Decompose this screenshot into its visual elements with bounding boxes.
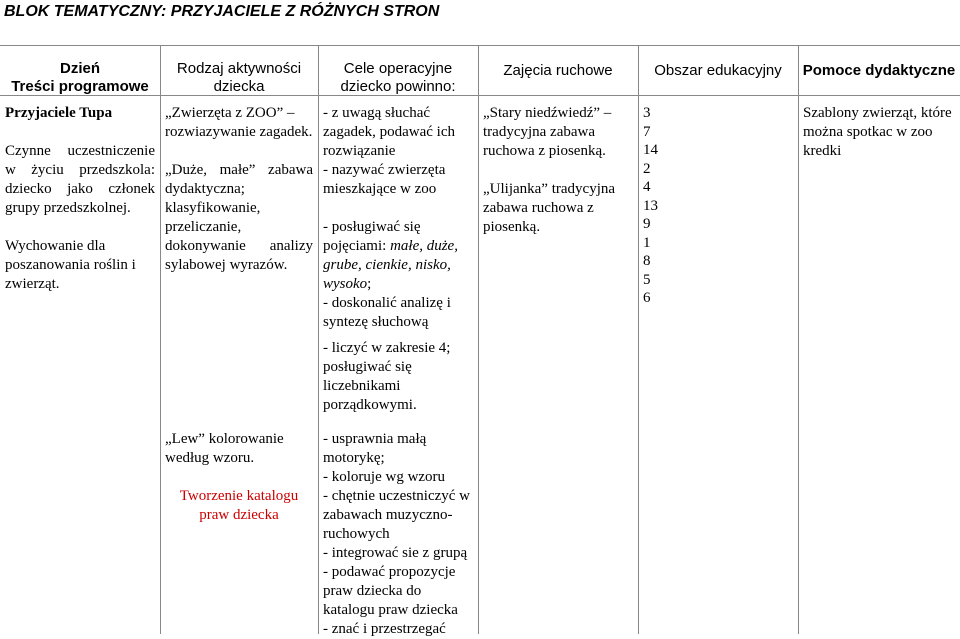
goal-item: - nazywać zwierzęta mieszkające w zoo — [323, 162, 446, 197]
header-goals-line1: Cele operacyjne — [343, 60, 453, 77]
col-aids — [803, 104, 957, 161]
column-divider — [638, 45, 639, 634]
header-aids-label: Pomoce dydaktyczne — [802, 62, 956, 79]
header-content: Treści programowe — [11, 78, 149, 95]
aid-item: kredki — [803, 143, 842, 159]
header-goals — [318, 60, 478, 96]
area-number: 8 — [643, 253, 651, 269]
goal-item: - znać i przestrzegać — [323, 621, 446, 637]
area-number: 9 — [643, 216, 651, 232]
activity-item: „Zwierzęta z ZOO” – rozwiazywanie zagadek. — [165, 105, 313, 140]
col-goals — [323, 104, 475, 332]
col-goals-lower — [323, 430, 475, 639]
goal-item: - chętnie uczestniczyć w zabawach muzyczno-ruchowych — [323, 488, 471, 542]
area-number: 2 — [643, 160, 651, 177]
header-activity-line1: Rodzaj aktywności — [176, 60, 302, 77]
page-title: BLOK TEMATYCZNY: PRZYJACIELE Z RÓŻNYCH STRON — [4, 3, 440, 20]
col-goals-middle — [323, 339, 475, 415]
header-goals-line2: dziecko powinno: — [340, 78, 456, 95]
goal-text: - posługiwać się pojęciami: — [323, 219, 421, 254]
area-number: 14 — [643, 142, 658, 158]
header-area-label: Obszar edukacyjny — [654, 62, 782, 79]
column-divider — [798, 45, 799, 634]
activity-item: „Duże, małe” zabawa dydaktyczna; klasyfikowanie, przeliczanie, dokonywanie analizy sylabowej wyrazów. — [165, 162, 313, 273]
column-divider — [318, 45, 319, 634]
col-activity — [165, 104, 313, 275]
header-aids — [798, 62, 960, 80]
header-area — [638, 62, 798, 80]
area-number: 7 — [643, 123, 651, 140]
col-movement — [483, 104, 633, 237]
goal-item: - liczyć w zakresie 4; posługiwać się liczebnikami porządkowymi. — [323, 340, 451, 413]
area-number: 4 — [643, 179, 651, 195]
header-day-content — [0, 60, 160, 96]
movement-item: „Stary niedźwiedź” – tradycyjna zabawa ruchowa z piosenką. — [483, 105, 612, 159]
aid-item: Szablony zwierząt, które można spotkac w zoo — [803, 105, 952, 140]
col-activity-lower — [165, 430, 313, 525]
area-number: 13 — [643, 197, 658, 214]
header-activity-line2: dziecka — [213, 78, 265, 95]
goal-item: - podawać propozycje praw dziecka do katalogu praw dziecka — [323, 564, 458, 618]
goal-item — [323, 218, 475, 294]
goal-text: ; — [367, 276, 372, 292]
area-number: 6 — [643, 290, 651, 306]
goal-item: - z uwagą słuchać zagadek, podawać ich rozwiązanie — [323, 105, 456, 159]
col-area — [643, 104, 793, 308]
header-movement-label: Zajęcia ruchowe — [503, 62, 613, 79]
area-number: 5 — [643, 271, 651, 288]
goal-item: - koloruje wg wzoru — [323, 469, 446, 485]
goal-item: - doskonalić analizę i syntezę słuchową — [323, 295, 451, 330]
column-divider — [160, 45, 161, 634]
header-activity — [160, 60, 318, 96]
header-day: Dzień — [59, 60, 100, 77]
content-paragraph: Wychowanie dla poszanowania roślin i zwierząt. — [5, 238, 136, 292]
goal-item: - integrować sie z grupą — [323, 545, 468, 561]
col-day-content — [5, 104, 155, 294]
area-number: 1 — [643, 234, 651, 251]
area-number: 3 — [643, 105, 651, 121]
table-top-border — [0, 45, 960, 46]
goal-item: - usprawnia małą motorykę; — [323, 431, 427, 466]
activity-item: „Lew” kolorowanie według wzoru. — [165, 431, 284, 466]
header-movement — [478, 62, 638, 80]
movement-item: „Ulijanka” tradycyjna zabawa ruchowa z piosenką. — [483, 181, 616, 235]
goal-italic-terms: małe, duże, grube, cienkie, nisko, wysoko — [323, 238, 458, 292]
column-divider — [478, 45, 479, 634]
day-title: Przyjaciele Tupa — [5, 105, 113, 121]
activity-item-red: Tworzenie katalogu praw dziecka — [179, 488, 299, 523]
content-paragraph: Czynne uczestniczenie w życiu przedszkola: dziecko jako członek grupy przedszkolnej. — [5, 143, 155, 216]
